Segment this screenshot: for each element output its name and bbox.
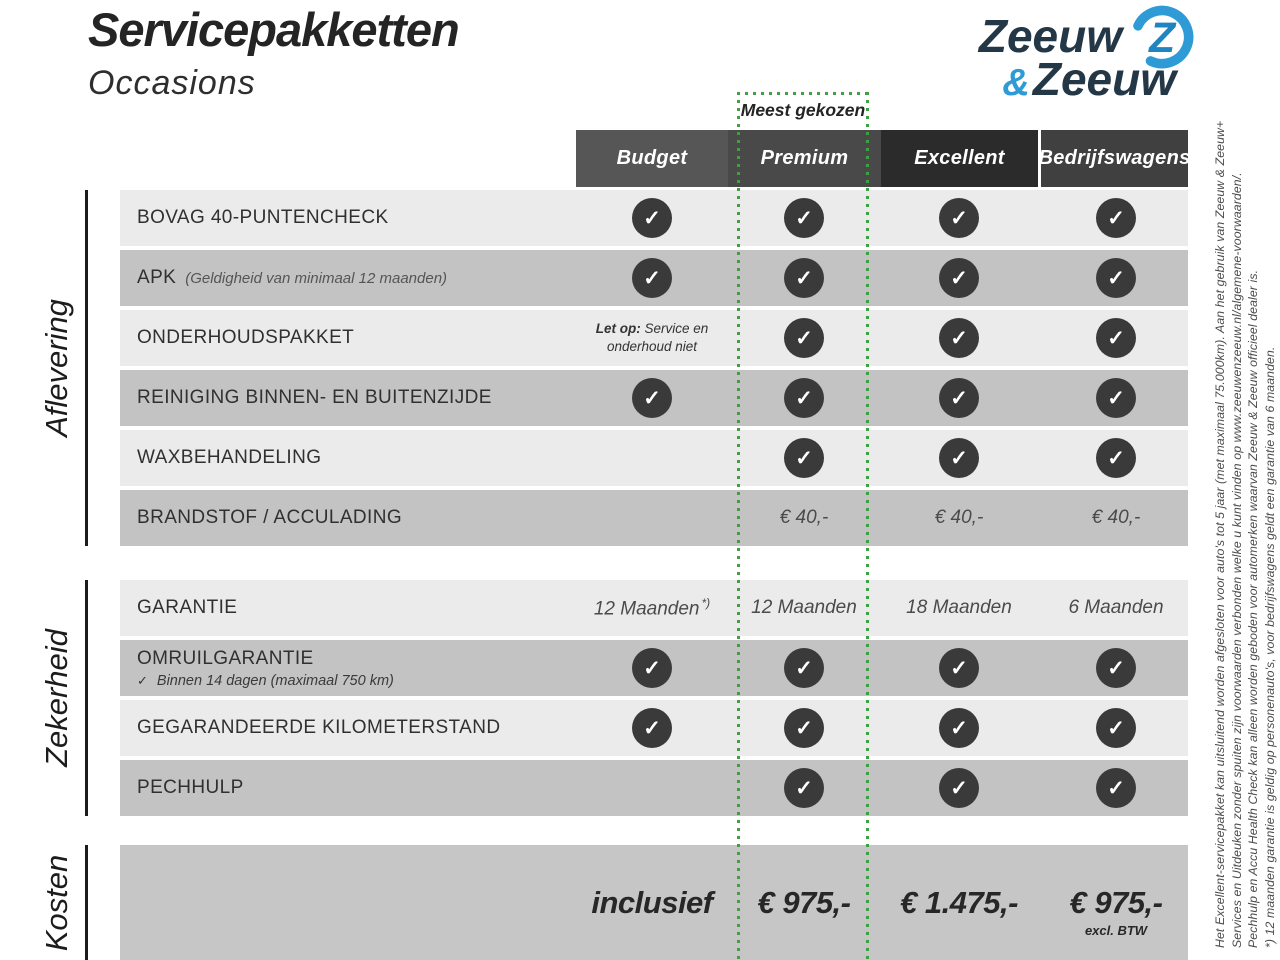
value-cell-excellent [883,430,1035,486]
value-cell-bedrijfswagens [1040,190,1192,246]
value-cell-excellent [883,640,1035,696]
section-rail-kosten [85,845,88,960]
disclaimer-line: *) 12 maanden garantie is geldig op personenauto's, voor bedrijfswagens geldt een garantie van 6 maanden. [1262,346,1277,948]
price-cell [1040,845,1192,960]
logo-word-zeeuw-2: Zeeuw [1032,53,1176,105]
cell-value: 12 Maanden [751,597,857,618]
check-icon: ✓ [939,198,979,238]
value-cell-premium [728,370,880,426]
row-label [137,430,321,486]
value-cell-premium [728,430,880,486]
price-cell [728,845,880,960]
table-row [120,700,1188,756]
row-label-text: PECHHULP [137,777,244,798]
dotted-border-top [737,92,869,95]
check-icon: ✓ [1096,198,1136,238]
section-label-aflevering: Aflevering [39,299,74,437]
check-icon: ✓ [632,198,672,238]
check-icon: ✓ [939,708,979,748]
value-cell-excellent [883,310,1035,366]
value-cell-excellent [883,760,1035,816]
check-icon: ✓ [1096,768,1136,808]
cell-note: Let op: Service en onderhoud niet [595,320,709,354]
legal-disclaimer-vertical-text [1212,116,1278,948]
cell-value: € 40,- [934,507,984,528]
check-icon: ✓ [784,318,824,358]
row-sublabel: ✓ Binnen 14 dagen (maximaal 750 km) [137,672,394,689]
row-label [137,700,500,756]
check-icon: ✓ [939,378,979,418]
price-value: € 1.475,- [900,884,1018,920]
check-icon: ✓ [632,378,672,418]
value-cell-bedrijfswagens [1040,310,1192,366]
value-cell-budget [576,700,728,756]
kosten-pricing-row [120,845,1188,960]
value-cell-bedrijfswagens [1040,370,1192,426]
value-cell-budget [576,760,728,816]
value-cell-premium [728,190,880,246]
check-icon: ✓ [939,258,979,298]
row-label [137,640,394,696]
cell-value: € 40,- [779,507,829,528]
value-cell-budget [576,310,728,366]
table-row [120,760,1188,816]
value-cell-excellent [883,580,1035,636]
row-label [137,490,402,546]
row-sublabel-inline: (Geldigheid van minimaal 12 maanden) [185,269,448,287]
disclaimer-line: Pechhulp en Accu Health Check kan alleen worden geboden voor automerken waarvan Zeeuw & Zeeuw officieel dealer is. [1246,269,1261,948]
value-cell-bedrijfswagens [1040,430,1192,486]
cell-value: € 40,- [1091,507,1141,528]
table-row [120,640,1188,696]
table-row [120,250,1188,306]
value-cell-premium [728,580,880,636]
check-icon: ✓ [939,318,979,358]
check-icon: ✓ [1096,318,1136,358]
value-cell-bedrijfswagens [1040,640,1192,696]
row-label [137,190,389,246]
price-cell [883,845,1035,960]
table-row [120,190,1188,246]
check-icon: ✓ [632,258,672,298]
table-row [120,580,1188,636]
row-label-text: GARANTIE [137,597,238,618]
check-icon: ✓ [939,648,979,688]
row-label-text: WAXBEHANDELING [137,447,322,468]
value-cell-premium [728,760,880,816]
value-cell-premium [728,490,880,546]
row-label [137,760,244,816]
row-label [137,310,354,366]
value-cell-budget [576,490,728,546]
value-cell-excellent [883,700,1035,756]
disclaimer-line: Services en Uitdeuken zonder spuiten zijn voorwaarden verbonden welke u kunt vinden op www.zeeuwenzeeuw.nl/algemene-voorwaarden/. [1229,172,1244,948]
check-icon: ✓ [1096,378,1136,418]
value-cell-premium [728,700,880,756]
logo-ampersand: & [1002,62,1030,104]
value-cell-excellent [883,190,1035,246]
table-row [120,490,1188,546]
page-title: Servicepakketten [88,3,459,56]
column-header-excellent: Excellent [881,130,1038,187]
value-cell-premium [728,640,880,696]
value-cell-bedrijfswagens [1040,580,1192,636]
value-cell-premium [728,250,880,306]
cell-value: 12 Maanden *) [593,595,711,620]
most-chosen-label: Meest gekozen [740,100,866,120]
check-icon: ✓ [784,258,824,298]
check-icon: ✓ [1096,258,1136,298]
note-emphasis: Let op: [595,320,641,336]
row-label-text: BRANDSTOF / ACCULADING [137,507,402,528]
column-header-bedrijfswagens: Bedrijfswagens [1041,130,1188,187]
check-icon: ✓ [784,768,824,808]
section-label-zekerheid: Zekerheid [39,629,74,767]
logo-word-zeeuw: Zeeuw [978,10,1122,62]
row-label-text: REINIGING BINNEN- EN BUITENZIJDE [137,387,492,408]
table-row [120,430,1188,486]
value-cell-premium [728,310,880,366]
svg-text:Z: Z [1149,14,1176,62]
value-cell-budget [576,250,728,306]
column-header-budget: Budget [576,130,728,187]
section-rail-aflevering [85,190,88,546]
check-icon: ✓ [784,198,824,238]
row-label [137,250,447,306]
row-label [137,580,237,636]
zeeuw-en-zeeuw-logo [948,2,1198,105]
check-icon: ✓ [1096,708,1136,748]
row-label-stack [137,648,394,689]
check-icon: ✓ [784,438,824,478]
check-icon: ✓ [784,378,824,418]
check-icon: ✓ [784,708,824,748]
table-row [120,370,1188,426]
check-icon: ✓ [632,648,672,688]
check-icon: ✓ [784,648,824,688]
price-value: € 975,- [1069,884,1163,920]
section-label-kosten: Kosten [39,854,74,951]
check-icon: ✓ [939,768,979,808]
price-note: excl. BTW [1084,923,1148,938]
value-cell-budget [576,370,728,426]
row-label-text: OMRUILGARANTIE [137,647,314,669]
value-cell-budget [576,580,728,636]
page-subtitle: Occasions [88,64,256,102]
row-label-text: APK [137,267,177,288]
value-cell-excellent [883,250,1035,306]
check-icon: ✓ [632,708,672,748]
row-label-text: BOVAG 40-PUNTENCHECK [137,207,389,228]
section-rail-zekerheid [85,580,88,816]
value-cell-excellent [883,490,1035,546]
disclaimer-line: Het Excellent-servicepakket kan uitsluitend worden afgesloten voor auto's tot 5 jaar (met maximaal 75.000km). Aan het gebruik van Zeeuw & Zeeuw+ [1213,120,1227,948]
check-icon: ✓ [939,438,979,478]
value-cell-bedrijfswagens [1040,490,1192,546]
cell-value: 18 Maanden [906,597,1012,618]
value-cell-budget [576,640,728,696]
row-label [137,370,492,426]
check-icon: ✓ [1096,438,1136,478]
cell-value: 6 Maanden [1068,597,1164,618]
value-cell-budget [576,430,728,486]
column-header-premium: Premium [728,130,881,187]
price-value: € 975,- [757,884,851,920]
value-cell-bedrijfswagens [1040,700,1192,756]
row-label-text: GEGARANDEERDE KILOMETERSTAND [137,717,501,738]
footnote-marker: *) [701,595,711,610]
price-value: inclusief [591,884,713,920]
value-cell-bedrijfswagens [1040,250,1192,306]
value-cell-excellent [883,370,1035,426]
row-label-text: ONDERHOUDSPAKKET [137,327,355,348]
small-check-icon: ✓ [137,672,148,688]
table-row [120,310,1188,366]
value-cell-budget [576,190,728,246]
check-icon: ✓ [1096,648,1136,688]
value-cell-bedrijfswagens [1040,760,1192,816]
logo-line-2 [1002,53,1176,105]
price-cell [576,845,728,960]
